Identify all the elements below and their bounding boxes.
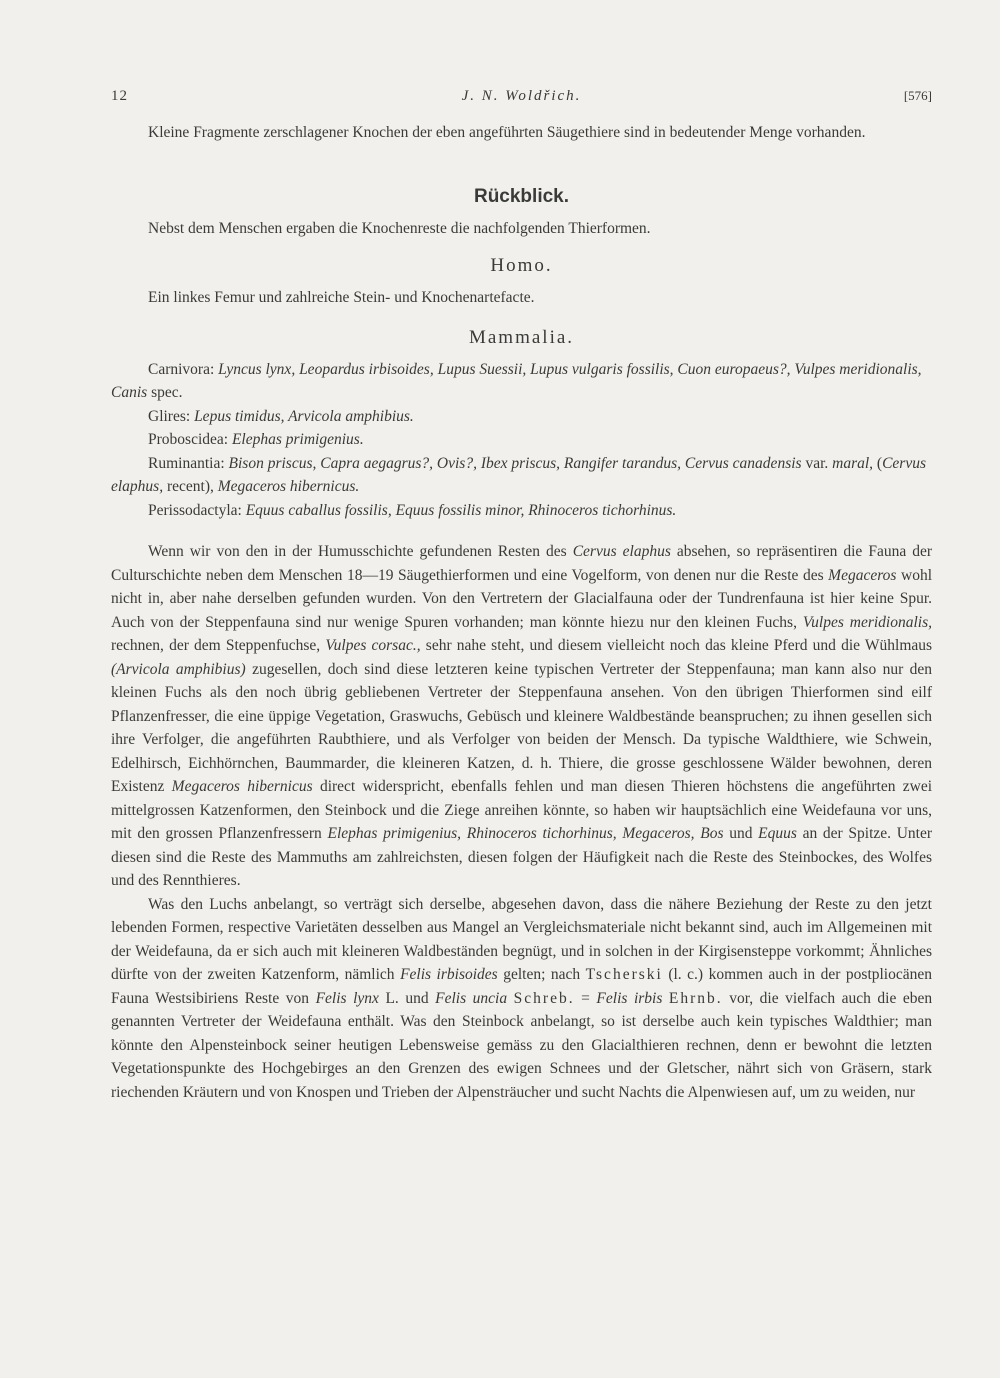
text-run: Wenn wir von den in der Humusschichte gefundenen Resten des	[148, 543, 567, 560]
equals-sign: =	[581, 989, 590, 1007]
list-species: Lepus timidus, Arvicola amphibius.	[194, 407, 414, 425]
species-name: Felis lynx	[315, 989, 379, 1007]
section-title-homo: Homo.	[490, 255, 553, 276]
text-run: rechnen, der dem Steppenfuchse,	[111, 637, 321, 654]
text-run: vor, die vielfach auch die eben genannten Vertreter der Weidefauna enthält. Was den Steinbock anbelangt, so ist derselbe auch kein typisches Waldthier; man könnte den Alpensteinbock seiner heutigen Lebensweise gemäss zu den Glacialthieren rechnen, denn er bewohnt die letzten Vegetationspunkte des Hochgebirges an den Grenzen des ewigen Schnees und der Gletscher, nährt sich von Gräsern, stark riechenden Kräutern und von Knospen und Trieben der Alpensträucher und sucht Nachts die Alpenwiesen auf, um zu weiden, nur	[111, 989, 933, 1101]
author-name: Ehrnb.	[668, 989, 723, 1007]
list-species: Megaceros hibernicus.	[217, 478, 360, 495]
list-label: Perissodactyla:	[148, 501, 242, 519]
original-page-number: [576]	[903, 88, 932, 103]
page-number: 12	[111, 88, 128, 104]
section-title-rueckblick: Rückblick.	[473, 185, 570, 207]
mammalia-list	[111, 358, 932, 523]
species-name: Cervus elaphus	[572, 543, 671, 560]
list-text: var.	[805, 454, 829, 472]
species-name: Felis irbisoides	[400, 966, 498, 983]
species-name: (Arvicola amphibius)	[111, 660, 246, 678]
text-run: direct widerspricht, ebenfalls fehlen und man diesen Thieren höchstens die angeführten zwei mittelgrossen Katzenformen, den Steinbock und die Ziege anreihen könnte, so haben wir hauptsächlich eine Weidefauna vor uns, mit den grossen Pflanzenfressern	[111, 778, 933, 842]
species-name: Vulpes meridionalis,	[802, 613, 932, 631]
list-label: Proboscidea:	[148, 431, 229, 448]
text-run: an der Spitze. Unter diesen sind die Reste des Mammuths am zahlreichsten, diesen folgen der Häufigkeit nach die Reste des Steinbockes, des Wolfes und des Rennthieres.	[111, 825, 933, 889]
author-name: Tscherski	[585, 966, 663, 983]
list-item-glires	[111, 405, 932, 429]
text-run: gelten; nach	[503, 966, 581, 983]
intro-paragraph: Kleine Fragmente zerschlagener Knochen der eben angeführten Säugethiere sind in bedeutender Menge vorhanden.	[148, 124, 866, 141]
main-text	[111, 540, 932, 1104]
species-name: Megaceros	[828, 566, 897, 584]
list-item-ruminantia	[111, 452, 932, 499]
running-header	[111, 88, 932, 110]
homo-paragraph: Ein linkes Femur und zahlreiche Stein- und Knochenartefacte.	[148, 289, 535, 306]
species-name: Vulpes corsac.,	[325, 637, 421, 654]
list-label: Ruminantia:	[148, 454, 225, 472]
list-species: Elephas primigenius.	[231, 431, 364, 448]
text-run: wohl nicht in, aber nahe derselben gefunden wurden. Von den Vertretern der Glacialfauna oder der Tundrenfauna ist hier keine Spur. Auch von der Steppenfauna sind nur wenige Spuren vorhanden; man könnte hiezu nur den kleinen Fuchs,	[111, 566, 932, 631]
species-name: Megaceros hibernicus	[171, 778, 313, 795]
list-text: recent),	[166, 478, 214, 495]
text-run: und	[729, 825, 753, 842]
list-text: spec.	[151, 384, 183, 401]
section-title-mammalia: Mammalia.	[468, 326, 575, 348]
author-name: Schreb.	[513, 989, 575, 1007]
list-species: Lyncus lynx, Leopardus irbisoides, Lupus Suessii, Lupus vulgaris fossilis, Cuon europaeus?, Vulpes meridionalis, Canis	[111, 360, 922, 401]
list-species: maral,	[832, 454, 874, 472]
list-species: Cervus elaphus,	[111, 454, 927, 495]
text-run: sehr nahe steht, und diesem vielleicht noch das kleine Pferd und die Wühlmaus	[425, 637, 933, 654]
species-name: Equus	[758, 825, 797, 842]
page-body	[111, 121, 932, 1104]
list-text: (	[876, 454, 883, 472]
body-paragraph-1	[111, 540, 932, 893]
running-title-author: J. N. Woldřich.	[461, 88, 582, 104]
rueckblick-paragraph: Nebst dem Menschen ergaben die Knochenreste die nachfolgenden Thierformen.	[148, 219, 651, 237]
text-run: absehen, so repräsentiren die Fauna der Culturschichte neben dem Menschen 18—19 Säugethierformen und eine Vogelform, von denen nur die Reste des	[111, 543, 932, 584]
list-label: Glires:	[148, 407, 191, 425]
list-item-proboscidea	[111, 428, 932, 452]
body-paragraph-2	[111, 893, 932, 1105]
list-item-carnivora	[111, 358, 932, 405]
text-run: zugesellen, doch sind diese letzteren keine typischen Vertreter der Steppenfauna; man kann also nur den kleinen Fuchs als den noch übrig gebliebenen Vertreter der Steppenfauna ansehen. Von den übrigen Thierformen sind eilf Pflanzenfresser, die eine üppige Vegetation, Graswuchs, Gebüsch und kleinere Waldbestände beanspruchen; zu ihnen gesellen sich ihre Verfolger, die angeführten Raubthiere, und als Verfolger von beiden der Mensch. Da typische Waldthiere, wie Schwein, Edelhirsch, Eichhörnchen, Baummarder, die kleineren Katzen, d. h. Thiere, die grosse geschlossene Wälder bewohnen, deren Existenz	[111, 660, 933, 795]
species-name: Elephas primigenius, Rhinoceros tichorhinus, Megaceros, Bos	[327, 825, 724, 842]
text-run: Was den Luchs anbelangt, so verträgt sich derselbe, abgesehen davon, dass die nähere Beziehung der Reste zu den jetzt lebenden Formen, respective Varietäten desselben aus Mangel an Vergleichsmateriale nicht bekannt sind, auch im Allgemeinen mit der Weidefauna, da er sich auch mit kleineren Waldbeständen begnügt, und in solchen in der Kirgisensteppe vorkommt; Ähnliches dürfte von der zweiten Katzenform, nämlich	[111, 895, 932, 983]
species-name: Felis irbis	[596, 989, 663, 1007]
species-name: Felis uncia	[435, 989, 508, 1007]
list-item-perissodactyla	[111, 499, 932, 523]
text-run: (l. c.) kommen auch in der postpliocänen Fauna Westsibiriens Reste von	[111, 966, 933, 1007]
text-run: L. und	[385, 989, 429, 1007]
list-label: Carnivora:	[148, 360, 215, 378]
list-species: Bison priscus, Capra aegagrus?, Ovis?, Ibex priscus, Rangifer tarandus, Cervus canadensis	[228, 454, 802, 472]
list-species: Equus caballus fossilis, Equus fossilis minor, Rhinoceros tichorhinus.	[245, 501, 677, 519]
